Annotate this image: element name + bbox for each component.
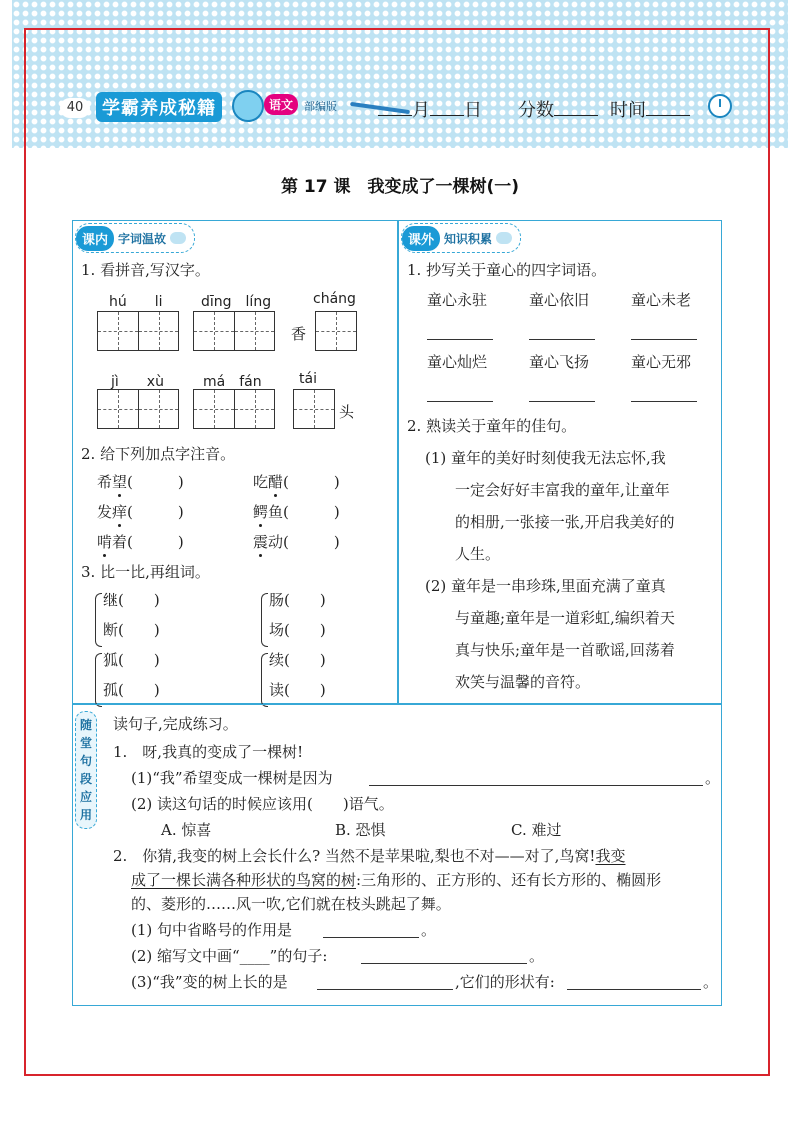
writing-grid[interactable] [193, 389, 275, 429]
writing-grid[interactable] [293, 389, 335, 429]
tag-badge: 课外 [402, 226, 440, 251]
writing-grid[interactable] [97, 311, 179, 351]
q1-1-text: (1)“我”希望变成一棵树是因为 [131, 769, 333, 787]
idiom-word: 童心依旧 [529, 291, 590, 309]
answer-blank[interactable] [323, 937, 419, 938]
q1-2-text: (2) 读这句话的时候应该用( )语气。 [131, 795, 394, 813]
idiom-word: 童心飞扬 [529, 353, 590, 371]
time-label: 时间 [610, 100, 646, 121]
month-label: 月 [412, 100, 430, 121]
day-label: 日 [464, 100, 482, 121]
brace-icon [95, 593, 102, 647]
cloud-icon [170, 232, 186, 244]
compare-word: 场( ) [269, 621, 326, 639]
q1-title: 1. 看拼音,写汉字。 [81, 261, 210, 279]
compare-word: 读( ) [269, 681, 326, 699]
punct: 。 [529, 947, 545, 965]
in-class-vocab-panel [72, 220, 398, 704]
idiom-word: 童心未老 [631, 291, 692, 309]
subject-badge: 语文 [264, 94, 298, 115]
grid-prefix: 香 [291, 325, 307, 343]
answer-blank[interactable] [369, 785, 703, 786]
idiom-word: 童心永驻 [427, 291, 488, 309]
answer-blank[interactable] [361, 963, 527, 964]
cloud-icon [496, 232, 512, 244]
q2-line: 2. 你猜,我变的树上会长什么? 当然不是苹果啦,梨也不对——对了,鸟窝!我变 [113, 847, 626, 865]
page-number: 40 [60, 98, 90, 118]
score-label: 分数 [518, 100, 554, 121]
q2-2-text: (2) 缩写文中画“____”的句子: [131, 947, 328, 965]
q2-line: 的、菱形的……风一吹,它们就在枝头跳起了舞。 [131, 895, 451, 913]
grid-suffix: 头 [339, 403, 355, 421]
brand-title: 学霸养成秘籍 [96, 92, 222, 122]
pinyin: cháng [313, 291, 356, 307]
q3-title: 3. 比一比,再组词。 [81, 563, 210, 581]
month-blank[interactable] [378, 97, 412, 116]
punct: 。 [421, 921, 437, 939]
copy-blank[interactable] [427, 401, 493, 402]
panel-tag [401, 223, 521, 253]
edition-label: 部编版 [304, 100, 337, 113]
sentence-application-panel [72, 704, 722, 1006]
passage-line: 一定会好好丰富我的童年,让童年 [455, 481, 670, 499]
option-a[interactable]: A. 惊喜 [161, 821, 212, 839]
annotate-item: 希望( ) [97, 473, 184, 491]
extracurricular-knowledge-panel [398, 220, 722, 704]
tag-badge: 课内 [76, 226, 114, 251]
copy-blank[interactable] [631, 339, 697, 340]
passage-line: 与童趣;童年是一道彩虹,编织着天 [455, 609, 675, 627]
clock-icon [708, 94, 732, 118]
annotate-item: 鳄鱼( ) [253, 503, 340, 521]
idiom-word: 童心无邪 [631, 353, 692, 371]
compare-word: 续( ) [269, 651, 326, 669]
brace-icon [261, 653, 268, 707]
passage-line: 真与快乐;童年是一首歌谣,回荡着 [455, 641, 675, 659]
answer-blank[interactable] [317, 989, 453, 990]
option-b[interactable]: B. 恐惧 [335, 821, 386, 839]
passage-line: (2) 童年是一串珍珠,里面充满了童真 [425, 577, 666, 595]
pinyin: jì xù [111, 374, 164, 390]
idiom-word: 童心灿烂 [427, 353, 488, 371]
copy-blank[interactable] [631, 401, 697, 402]
annotate-item: 啃着( ) [97, 533, 184, 551]
pinyin: hú li [109, 294, 163, 310]
q1-text: 1. 呀,我真的变成了一棵树! [113, 743, 304, 761]
q2-3-text: (3)“我”变的树上长的是 [131, 973, 288, 991]
q2-1-text: (1) 句中省略号的作用是 [131, 921, 293, 939]
pinyin: tái [299, 371, 317, 387]
q2-line: 成了一棵长满各种形状的鸟窝的树:三角形的、正方形的、还有长方形的、椭圆形 [131, 871, 662, 889]
q1-title: 1. 抄写关于童心的四字词语。 [407, 261, 607, 279]
pinyin: dīng líng [201, 294, 272, 310]
option-c[interactable]: C. 难过 [511, 821, 562, 839]
compare-word: 断( ) [103, 621, 160, 639]
q2-title: 2. 熟读关于童年的佳句。 [407, 417, 577, 435]
day-blank[interactable] [430, 97, 464, 116]
writing-grid[interactable] [315, 311, 357, 351]
tag-text: 字词温故 [118, 231, 167, 246]
q2-title: 2. 给下列加点字注音。 [81, 445, 236, 463]
tag-text: 知识积累 [444, 231, 493, 246]
writing-grid[interactable] [193, 311, 275, 351]
score-blank[interactable] [554, 97, 598, 116]
intro-text: 读句子,完成练习。 [113, 715, 238, 733]
punct: 。 [705, 769, 721, 787]
punct: 。 [703, 973, 719, 991]
copy-blank[interactable] [529, 401, 595, 402]
compare-word: 肠( ) [269, 591, 326, 609]
section-tag-vertical: 随 堂 句 段 应 用 [75, 711, 97, 829]
compare-word: 狐( ) [103, 651, 160, 669]
annotate-item: 震动( ) [253, 533, 340, 551]
pinyin: má fán [203, 374, 262, 390]
annotate-item: 发痒( ) [97, 503, 184, 521]
passage-line: (1) 童年的美好时刻使我无法忘怀,我 [425, 449, 666, 467]
compare-word: 继( ) [103, 591, 160, 609]
brace-icon [261, 593, 268, 647]
passage-line: 的相册,一张接一张,开启我美好的 [455, 513, 675, 531]
time-blank[interactable] [646, 97, 690, 116]
q2-3-text-b: ,它们的形状有: [455, 973, 555, 991]
date-score-fields [378, 96, 690, 122]
passage-line: 人生。 [455, 545, 501, 563]
panel-tag [75, 223, 195, 253]
writing-grid[interactable] [97, 389, 179, 429]
copy-blank[interactable] [529, 339, 595, 340]
copy-blank[interactable] [427, 339, 493, 340]
answer-blank[interactable] [567, 989, 701, 990]
passage-line: 欢笑与温馨的音符。 [455, 673, 591, 691]
annotate-item: 吃醋( ) [253, 473, 340, 491]
lesson-title: 第 17 课 我变成了一棵树(一) [280, 177, 520, 197]
mascot-icon [232, 90, 264, 122]
brace-icon [95, 653, 102, 707]
compare-word: 孤( ) [103, 681, 160, 699]
page-header [60, 88, 750, 128]
